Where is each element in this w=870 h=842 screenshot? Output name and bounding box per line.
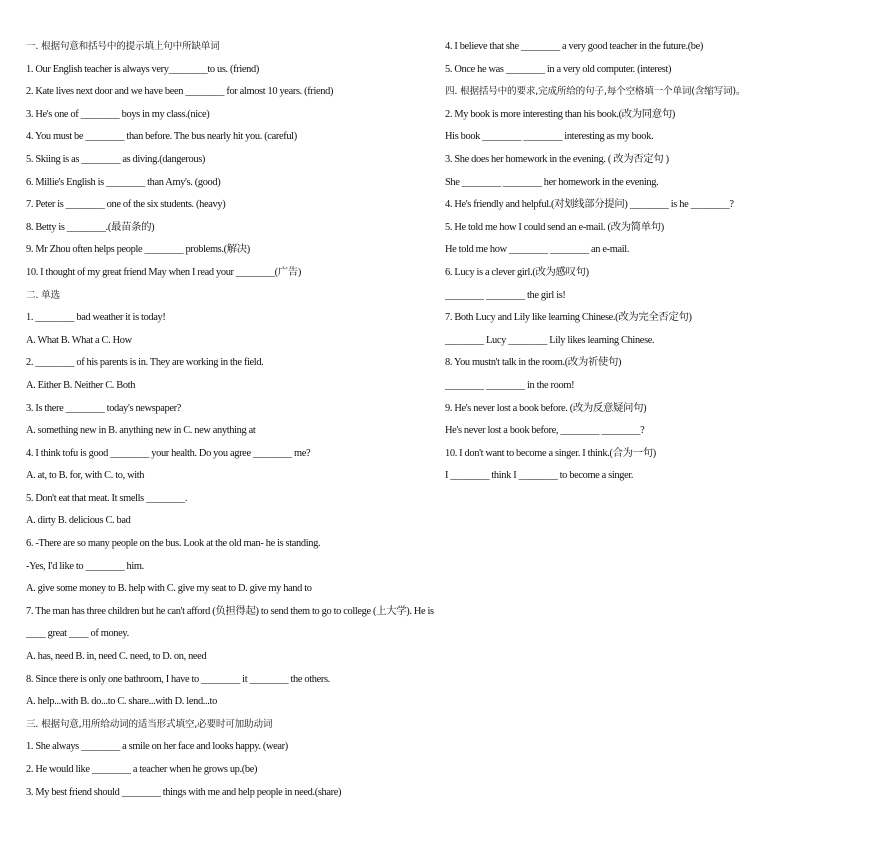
exercise-line: 7. The man has three children but he can't afford (负担得起) to send them to go to college (上大学). He is: [26, 605, 434, 617]
answer-options: A. give some money to B. help with C. give my seat to D. give my hand to: [26, 583, 312, 595]
exercise-line: 5. Once he was ________ in a very old computer. (interest): [445, 63, 672, 75]
exercise-line: 3. Is there ________ today's newspaper?: [26, 402, 182, 414]
exercise-line: 10. I thought of my great friend May when I read your ________(广告): [26, 266, 301, 278]
exercise-line: I ________ think I ________ to become a singer.: [445, 470, 634, 482]
exercise-line: 10. I don't want to become a singer. I think.(合为一句): [445, 447, 656, 459]
exercise-line: -Yes, I'd like to ________ him.: [26, 560, 144, 572]
exercise-line: 2. My book is more interesting than his book.(改为同意句): [445, 108, 675, 120]
exercise-line: 9. He's never lost a book before. (改为反意疑问句): [445, 402, 647, 414]
exercise-line: 3. My best friend should ________ things with me and help people in need.(share): [26, 786, 342, 798]
exercise-line: 8. Betty is ________.(最苗条的): [26, 221, 155, 233]
exercise-line: 1. ________ bad weather it is today!: [26, 312, 166, 324]
left-column: [26, 36, 436, 804]
exercise-line: 2. He would like ________ a teacher when he grows up.(be): [26, 764, 258, 775]
exercise-line: 4. He's friendly and helpful.(对划线部分提问) ________ is he ________?: [445, 199, 734, 211]
exercise-line: 4. I think tofu is good ________ your health. Do you agree ________ me?: [26, 447, 311, 459]
exercise-line: 2. Kate lives next door and we have been ________ for almost 10 years. (friend): [26, 86, 334, 98]
answer-options: A. at, to B. for, with C. to, with: [26, 470, 145, 482]
exercise-line: 4. I believe that she ________ a very good teacher in the future.(be): [445, 41, 704, 52]
answer-options: A. help...with B. do...to C. share...with D. lend...to: [26, 696, 217, 708]
exercise-line: 7. Peter is ________ one of the six students. (heavy): [26, 199, 226, 211]
answer-options: A. Either B. Neither C. Both: [26, 379, 136, 391]
exercise-line: 8. You mustn't talk in the room.(改为祈使句): [445, 357, 622, 369]
section-heading: 四. 根据括号中的要求,完成所给的句子,每个空格填一个单词(含缩写词)。: [445, 86, 746, 98]
exercise-line: ________ ________ in the room!: [445, 379, 575, 391]
section-heading: 一. 根据句意和括号中的提示填上句中所缺单词: [26, 41, 220, 52]
answer-options: A. What B. What a C. How: [26, 334, 132, 346]
right-column: [445, 36, 855, 488]
exercise-line: 3. She does her homework in the evening. ( 改为否定句 ): [445, 153, 669, 165]
exercise-line: 7. Both Lucy and Lily like learning Chinese.(改为完全否定句): [445, 312, 692, 324]
exercise-line: He told me how ________ ________ an e-mail.: [445, 244, 630, 256]
exercise-line: 2. ________ of his parents is in. They are working in the field.: [26, 357, 264, 369]
exercise-line: 6. -There are so many people on the bus. Look at the old man- he is standing.: [26, 538, 321, 550]
exercise-line: 8. Since there is only one bathroom, I have to ________ it ________ the others.: [26, 673, 330, 685]
exercise-line: 6. Millie's English is ________ than Amy's. (good): [26, 176, 221, 188]
answer-options: A. has, need B. in, need C. need, to D. on, need: [26, 651, 207, 663]
exercise-line: ________ Lucy ________ Lily likes learning Chinese.: [445, 334, 655, 346]
exercise-line: 5. Don't eat that meat. It smells ________.: [26, 492, 188, 504]
exercise-line: 6. Lucy is a clever girl.(改为感叹句): [445, 266, 589, 278]
answer-options: A. dirty B. delicious C. bad: [26, 515, 131, 527]
exercise-line: 5. He told me how I could send an e-mail. (改为简单句): [445, 221, 664, 233]
section-heading: 二. 单选: [26, 289, 60, 301]
exercise-line: She ________ ________ her homework in the evening.: [445, 176, 659, 188]
exercise-line: ________ ________ the girl is!: [445, 289, 566, 301]
exercise-line: 9. Mr Zhou often helps people ________ problems.(解决): [26, 244, 250, 256]
exercise-line: His book ________ ________ interesting as my book.: [445, 131, 654, 143]
answer-options: A. something new in B. anything new in C. new anything at: [26, 425, 256, 437]
exercise-line: 1. Our English teacher is always very________to us. (friend): [26, 63, 259, 75]
exercise-line: He's never lost a book before, ________ ________?: [445, 425, 645, 437]
section-heading: 三. 根据句意,用所给动词的适当形式填空,必要时可加助动词: [26, 718, 273, 730]
exercise-line: 4. You must be ________ than before. The bus nearly hit you. (careful): [26, 131, 297, 143]
exercise-line: 1. She always ________ a smile on her face and looks happy. (wear): [26, 741, 288, 753]
exercise-line: 5. Skiing is as ________ as diving.(dangerous): [26, 153, 205, 165]
exercise-line: 3. He's one of ________ boys in my class.(nice): [26, 108, 210, 120]
exercise-line: ____ great ____ of money.: [26, 628, 129, 640]
